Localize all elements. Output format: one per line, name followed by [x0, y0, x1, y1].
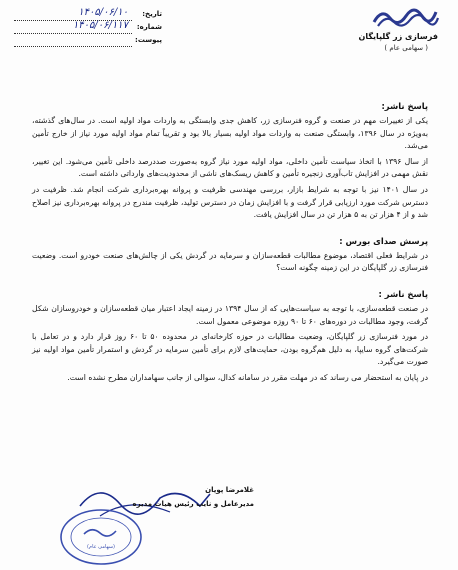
section-heading: پاسخ ناشر :: [378, 288, 428, 299]
paragraph: در مورد فنرسازی زر گلپایگان، وضعیت مطالبات در حوزه کارخانه‌ای در محدوده ۵۰ تا ۶۰ روز قرار دارد و در تعامل با شرکت‌های گروه سایپا، به دلیل هم‌گروه بودن، حمایت‌های لازم برای تأمین سرمایه در گردش و استمرار تأمین مواد اولیه نیز صورت می‌گیرد.: [32, 332, 429, 367]
company-name: فرسازی زر گلپایگان: [358, 32, 438, 41]
letter-meta: [12, 7, 162, 49]
section-heading: پرسش صدای بورس :: [339, 235, 428, 246]
signatory-title: مدیرعامل و نایب رئیس هیات مدیره: [132, 500, 254, 508]
signatory-name: غلامرضا پوپان: [205, 486, 254, 494]
company-logo: [350, 6, 440, 56]
paragraph: در شرایط فعلی اقتصاد، موضوع مطالبات قطعه‌سازان و سرمایه در گردش یکی از چالش‌های صنعت خودرو است. وضعیت فنرسازی زر گلپایگان در این زمینه چگونه است؟: [32, 250, 428, 273]
attachment-label: پیوست:: [135, 36, 162, 44]
company-stamp: [56, 506, 146, 568]
spring-logo-icon: [370, 6, 440, 28]
paragraph: در صنعت قطعه‌سازی، با توجه به سیاست‌هایی که از سال ۱۳۹۴ در زمینه ایجاد اعتبار میان قطعه‌سازان و خودروسازان شکل گرفت، وجود مطالبات در دوره‌های ۶۰ تا ۹۰ روزه موضوعی معمول است.: [32, 303, 428, 326]
paragraph: یکی از تغییرات مهم در صنعت و گروه فنرسازی زر، کاهش جدی وابستگی به واردات مواد اولیه است. در سال‌های گذشته، به‌ویژه در سال ۱۳۹۶، وابستگی صنعت به واردات مواد اولیه بسیار بالا بود و تقریباً تمام مواد اولیه مورد نیاز از خارج تأمین می‌شد.: [32, 116, 428, 151]
number-value: ۱۴۰۵/۰۶/۱۱۷: [72, 20, 128, 31]
letter-body: [32, 100, 428, 388]
svg-text:(سهامی عام): (سهامی عام): [87, 544, 115, 550]
paragraph: در سال ۱۴۰۱ نیز با توجه به شرایط بازار، بررسی مهندسی ظرفیت و پروانه بهره‌برداری شرکت انجام شد. ظرفیت در دسترس شرکت مورد ارزیابی قرار گرفت و با افزایش زمان در دسترس تولید، ظرفیت مندرج در پروانه بهره‌برداری نیز اصلاح شد و از ۴ هزار تن به ۵ هزار تن در سال افزایش یافت.: [32, 184, 428, 220]
date-value: ۱۴۰۵/۰۶/۱۰: [78, 7, 128, 18]
number-label: شماره:: [136, 23, 162, 31]
date-label: تاریخ:: [142, 10, 162, 18]
section-heading: پاسخ ناشر:: [381, 101, 428, 111]
number-row: [12, 20, 162, 36]
paragraph: از سال ۱۳۹۶ با اتخاذ سیاست تأمین داخلی، مواد اولیه مورد نیاز گروه به‌صورت صددرصد داخلی تأمین می‌شود. این تغییر، نقش مهمی در افزایش تاب‌آوری زنجیره تأمین و کاهش ریسک‌های ناشی از محدودیت‌های وارداتی داشته است.: [32, 156, 428, 179]
paragraph: در پایان به استحضار می رساند که در مهلت مقرر در سامانه کدال، سوالی از جانب سهامداران مطرح نشده است.: [67, 372, 428, 382]
company-type: ( سهامی عام ): [384, 44, 428, 52]
attachment-row: [12, 36, 162, 49]
